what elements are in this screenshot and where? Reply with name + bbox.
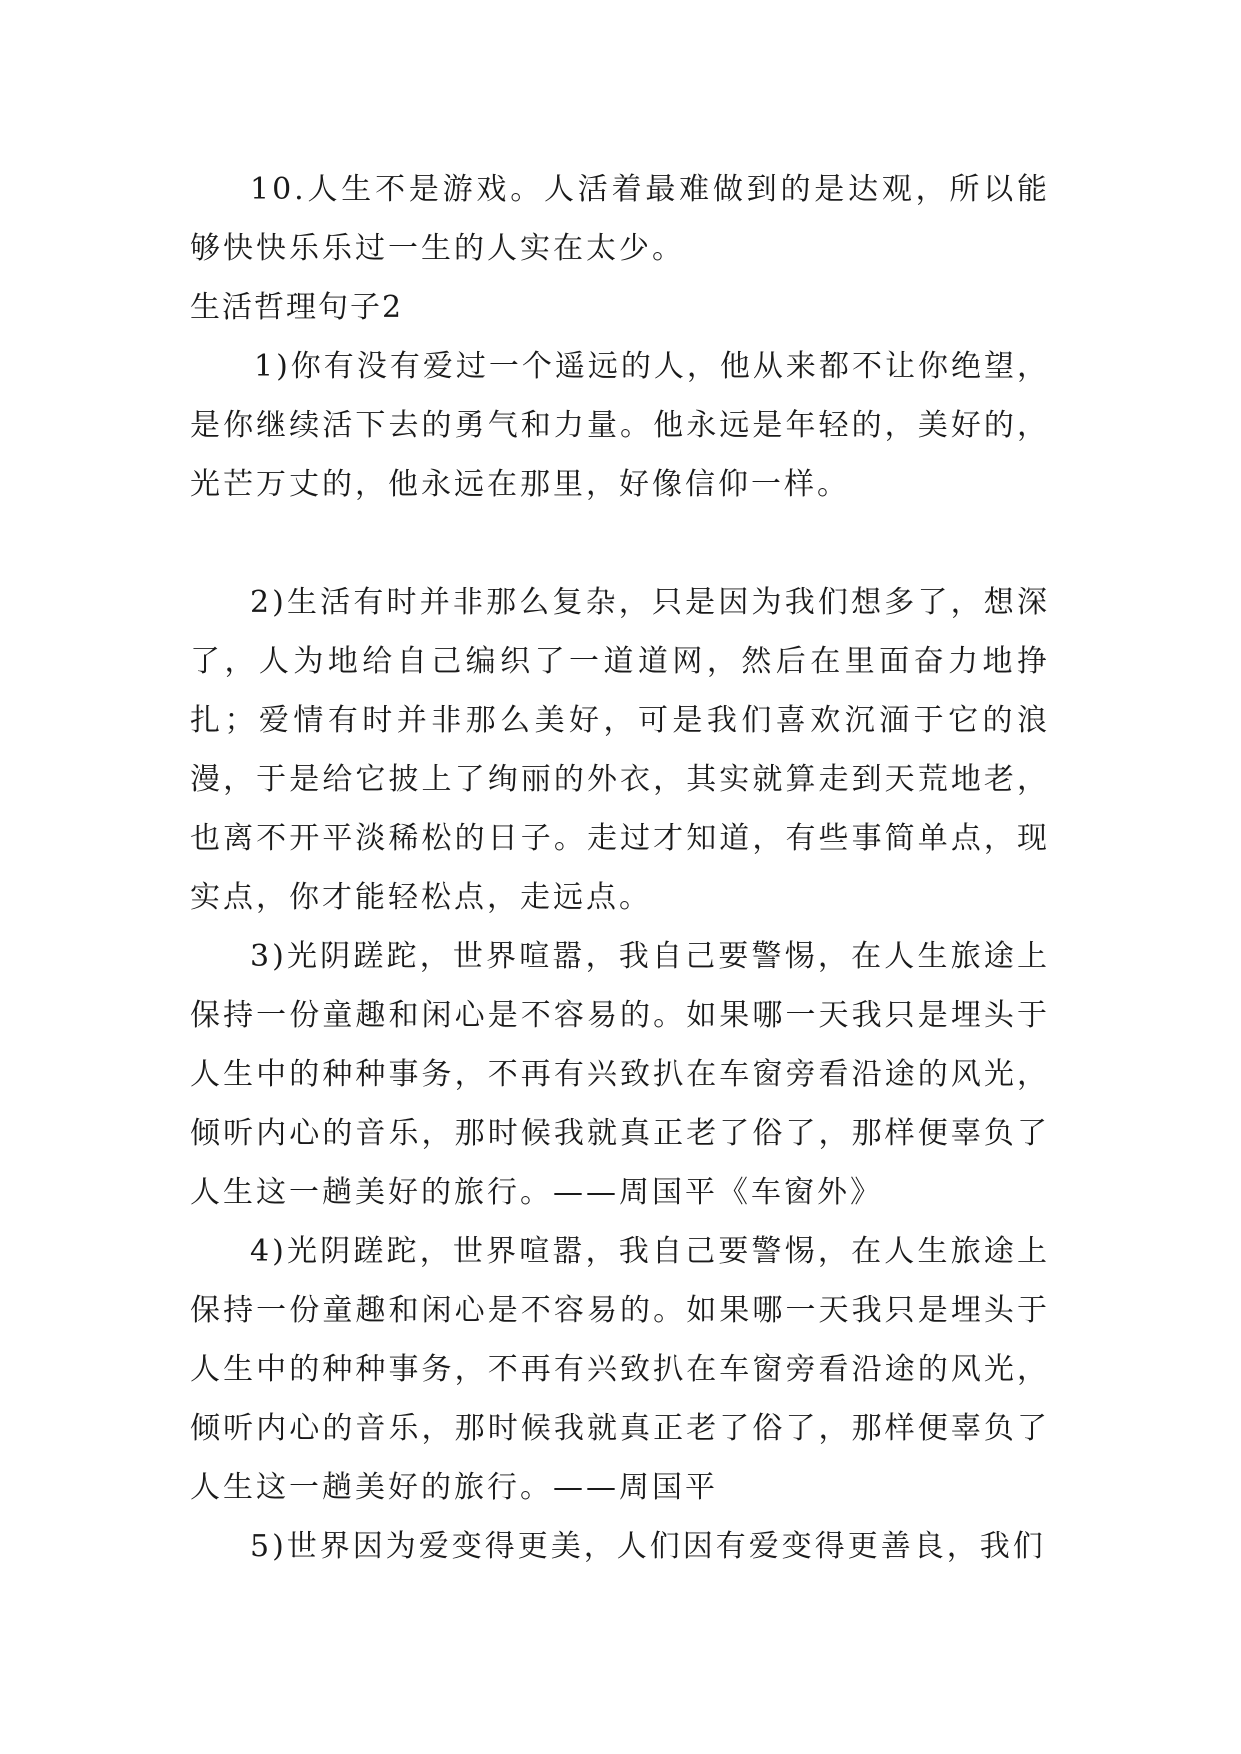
document-body bbox=[190, 160, 1050, 1576]
paragraph-4: 4)光阴蹉跎，世界喧嚣，我自己要警惕，在人生旅途上保持一份童趣和闲心是不容易的。如果哪一天我只是埋头于人生中的种种事务，不再有兴致扒在车窗旁看沿途的风光，倾听内心的音乐，那时候我就真正老了俗了，那样便辜负了人生这一趟美好的旅行。——周国平 bbox=[190, 1234, 1050, 1505]
paragraph-3: 3)光阴蹉跎，世界喧嚣，我自己要警惕，在人生旅途上保持一份童趣和闲心是不容易的。如果哪一天我只是埋头于人生中的种种事务，不再有兴致扒在车窗旁看沿途的风光，倾听内心的音乐，那时候我就真正老了俗了，那样便辜负了人生这一趟美好的旅行。——周国平《车窗外》 bbox=[190, 939, 1050, 1210]
paragraph-5: 5)世界因为爱变得更美，人们因有爱变得更善良，我们 bbox=[250, 1529, 1046, 1564]
paragraph-1: 1)你有没有爱过一个遥远的人，他从来都不让你绝望，是你继续活下去的勇气和力量。他永远是年轻的，美好的，光芒万丈的，他永远在那里，好像信仰一样。 bbox=[190, 349, 1050, 502]
section-heading: 生活哲理句子2 bbox=[190, 290, 404, 325]
paragraph-2: 2)生活有时并非那么复杂，只是因为我们想多了，想深了，人为地给自己编织了一道道网，然后在里面奋力地挣扎；爱情有时并非那么美好，可是我们喜欢沉湎于它的浪漫，于是给它披上了绚丽的外衣，其实就算走到天荒地老，也离不开平淡稀松的日子。走过才知道，有些事简单点，现实点，你才能轻松点，走远点。 bbox=[190, 585, 1050, 915]
paragraph-10: 10.人生不是游戏。人活着最难做到的是达观，所以能够快快乐乐过一生的人实在太少。 bbox=[190, 172, 1050, 266]
blank-line bbox=[190, 514, 1050, 573]
